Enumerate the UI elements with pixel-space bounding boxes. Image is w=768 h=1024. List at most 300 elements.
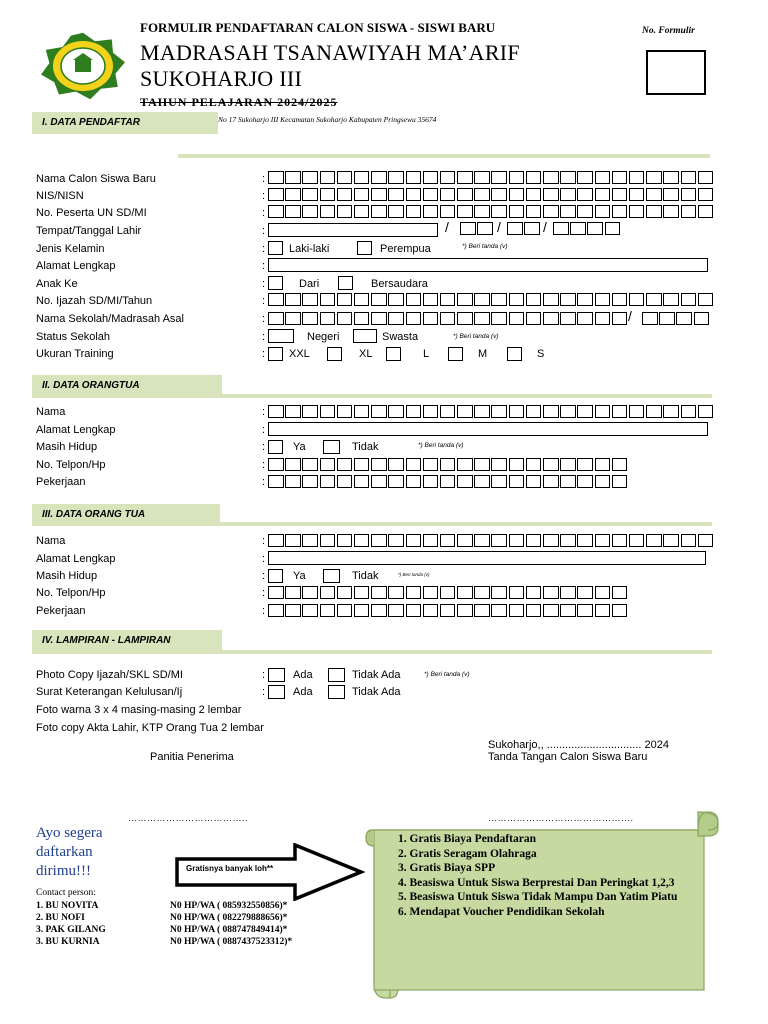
char-cell[interactable] [629,205,645,218]
input-tahun-ijazah[interactable] [642,312,711,325]
char-cell[interactable] [320,458,336,471]
char-cell[interactable] [457,586,473,599]
char-cell[interactable] [337,188,353,201]
char-cell[interactable] [560,188,576,201]
char-cell[interactable] [577,205,593,218]
char-cell[interactable] [423,586,439,599]
char-cell[interactable] [509,293,525,306]
checkbox-m[interactable] [448,347,463,361]
char-cell[interactable] [337,586,353,599]
char-cell[interactable] [526,405,542,418]
char-cell[interactable] [302,534,318,547]
char-cell[interactable] [268,205,284,218]
char-cell[interactable] [698,171,714,184]
char-cell[interactable] [406,188,422,201]
char-cell[interactable] [474,293,490,306]
checkbox-tidak-2[interactable] [323,569,340,583]
char-cell[interactable] [268,171,284,184]
char-cell[interactable] [371,405,387,418]
char-cell[interactable] [337,458,353,471]
char-cell[interactable] [268,312,284,325]
char-cell[interactable] [577,405,593,418]
char-cell[interactable] [663,188,679,201]
char-cell[interactable] [509,188,525,201]
char-cell[interactable] [440,604,456,617]
char-cell[interactable] [474,534,490,547]
char-cell[interactable] [595,293,611,306]
char-cell[interactable] [698,205,714,218]
char-cell[interactable] [526,293,542,306]
char-cell[interactable] [268,293,284,306]
char-cell[interactable] [423,188,439,201]
char-cell[interactable] [681,534,697,547]
char-cell[interactable] [474,312,490,325]
char-cell[interactable] [371,475,387,488]
char-cell[interactable] [595,586,611,599]
char-cell[interactable] [526,586,542,599]
char-cell[interactable] [440,188,456,201]
char-cell[interactable] [320,534,336,547]
char-cell[interactable] [371,205,387,218]
input-telpon-1[interactable] [268,458,629,471]
char-cell[interactable] [285,171,301,184]
char-cell[interactable] [285,534,301,547]
char-cell[interactable] [646,205,662,218]
char-cell[interactable] [663,293,679,306]
char-cell[interactable] [457,604,473,617]
char-cell[interactable] [388,405,404,418]
char-cell[interactable] [507,222,523,235]
char-cell[interactable] [698,534,714,547]
char-cell[interactable] [302,171,318,184]
char-cell[interactable] [406,604,422,617]
char-cell[interactable] [440,312,456,325]
char-cell[interactable] [681,171,697,184]
char-cell[interactable] [642,312,658,325]
char-cell[interactable] [460,222,476,235]
char-cell[interactable] [612,171,628,184]
char-cell[interactable] [302,458,318,471]
input-tempat-lahir[interactable] [268,223,438,237]
char-cell[interactable] [457,293,473,306]
char-cell[interactable] [320,604,336,617]
char-cell[interactable] [509,405,525,418]
input-tahun[interactable] [553,222,622,235]
char-cell[interactable] [577,475,593,488]
char-cell[interactable] [681,188,697,201]
char-cell[interactable] [698,293,714,306]
char-cell[interactable] [337,475,353,488]
char-cell[interactable] [337,293,353,306]
checkbox-swasta[interactable] [353,329,377,343]
char-cell[interactable] [371,604,387,617]
input-jumlah-saudara[interactable] [338,276,353,290]
input-pekerjaan-1[interactable] [268,475,629,488]
checkbox-xxl[interactable] [268,347,283,361]
char-cell[interactable] [577,312,593,325]
char-cell[interactable] [570,222,586,235]
char-cell[interactable] [440,405,456,418]
char-cell[interactable] [474,188,490,201]
char-cell[interactable] [388,534,404,547]
char-cell[interactable] [388,205,404,218]
char-cell[interactable] [285,293,301,306]
char-cell[interactable] [663,534,679,547]
char-cell[interactable] [371,586,387,599]
char-cell[interactable] [491,534,507,547]
char-cell[interactable] [406,586,422,599]
char-cell[interactable] [268,475,284,488]
char-cell[interactable] [371,293,387,306]
char-cell[interactable] [595,604,611,617]
char-cell[interactable] [612,534,628,547]
char-cell[interactable] [491,312,507,325]
char-cell[interactable] [440,586,456,599]
char-cell[interactable] [457,205,473,218]
char-cell[interactable] [698,188,714,201]
char-cell[interactable] [629,171,645,184]
char-cell[interactable] [543,604,559,617]
checkbox-ijazah-ada[interactable] [268,668,285,682]
char-cell[interactable] [302,586,318,599]
char-cell[interactable] [320,205,336,218]
char-cell[interactable] [509,312,525,325]
char-cell[interactable] [285,458,301,471]
char-cell[interactable] [595,188,611,201]
char-cell[interactable] [320,405,336,418]
char-cell[interactable] [440,171,456,184]
char-cell[interactable] [440,205,456,218]
char-cell[interactable] [406,312,422,325]
char-cell[interactable] [337,405,353,418]
char-cell[interactable] [543,188,559,201]
char-cell[interactable] [474,586,490,599]
input-nama-ortu-1[interactable] [268,405,715,418]
char-cell[interactable] [477,222,493,235]
input-no-ijazah[interactable] [268,293,715,306]
form-number-box[interactable] [646,50,706,95]
char-cell[interactable] [646,405,662,418]
char-cell[interactable] [577,534,593,547]
char-cell[interactable] [509,458,525,471]
input-no-un[interactable] [268,205,715,218]
char-cell[interactable] [595,534,611,547]
char-cell[interactable] [406,475,422,488]
char-cell[interactable] [354,534,370,547]
input-bulan[interactable] [507,222,541,235]
char-cell[interactable] [354,586,370,599]
char-cell[interactable] [646,534,662,547]
char-cell[interactable] [474,171,490,184]
char-cell[interactable] [605,222,621,235]
char-cell[interactable] [457,188,473,201]
char-cell[interactable] [302,205,318,218]
char-cell[interactable] [406,293,422,306]
char-cell[interactable] [285,586,301,599]
char-cell[interactable] [354,188,370,201]
char-cell[interactable] [423,475,439,488]
char-cell[interactable] [491,604,507,617]
char-cell[interactable] [268,405,284,418]
char-cell[interactable] [526,604,542,617]
char-cell[interactable] [388,171,404,184]
char-cell[interactable] [560,534,576,547]
checkbox-l[interactable] [386,347,401,361]
char-cell[interactable] [423,604,439,617]
char-cell[interactable] [526,188,542,201]
char-cell[interactable] [320,293,336,306]
char-cell[interactable] [285,604,301,617]
checkbox-tidak-1[interactable] [323,440,340,454]
char-cell[interactable] [612,312,628,325]
checkbox-ya-1[interactable] [268,440,283,454]
char-cell[interactable] [302,604,318,617]
char-cell[interactable] [629,293,645,306]
char-cell[interactable] [457,534,473,547]
char-cell[interactable] [423,171,439,184]
input-pekerjaan-2[interactable] [268,604,629,617]
char-cell[interactable] [524,222,540,235]
char-cell[interactable] [474,604,490,617]
char-cell[interactable] [406,458,422,471]
char-cell[interactable] [320,188,336,201]
input-sekolah-asal[interactable] [268,312,629,325]
char-cell[interactable] [663,171,679,184]
char-cell[interactable] [526,458,542,471]
char-cell[interactable] [337,604,353,617]
char-cell[interactable] [388,188,404,201]
char-cell[interactable] [629,534,645,547]
char-cell[interactable] [302,405,318,418]
char-cell[interactable] [320,586,336,599]
char-cell[interactable] [676,312,692,325]
char-cell[interactable] [560,586,576,599]
char-cell[interactable] [509,205,525,218]
char-cell[interactable] [268,534,284,547]
char-cell[interactable] [543,312,559,325]
char-cell[interactable] [491,458,507,471]
char-cell[interactable] [595,205,611,218]
char-cell[interactable] [595,475,611,488]
char-cell[interactable] [560,475,576,488]
char-cell[interactable] [457,405,473,418]
char-cell[interactable] [646,171,662,184]
char-cell[interactable] [612,458,628,471]
char-cell[interactable] [337,534,353,547]
char-cell[interactable] [285,405,301,418]
char-cell[interactable] [646,188,662,201]
char-cell[interactable] [354,405,370,418]
char-cell[interactable] [354,293,370,306]
char-cell[interactable] [354,312,370,325]
char-cell[interactable] [388,475,404,488]
char-cell[interactable] [388,293,404,306]
input-alamat-ortu-2[interactable] [268,551,706,565]
char-cell[interactable] [371,458,387,471]
char-cell[interactable] [577,293,593,306]
char-cell[interactable] [526,475,542,488]
char-cell[interactable] [663,205,679,218]
char-cell[interactable] [285,312,301,325]
char-cell[interactable] [560,604,576,617]
char-cell[interactable] [577,171,593,184]
char-cell[interactable] [663,405,679,418]
char-cell[interactable] [491,205,507,218]
char-cell[interactable] [440,293,456,306]
input-alamat[interactable] [268,258,708,272]
char-cell[interactable] [543,171,559,184]
char-cell[interactable] [388,458,404,471]
input-anak-ke[interactable] [268,276,283,290]
char-cell[interactable] [440,475,456,488]
char-cell[interactable] [491,293,507,306]
char-cell[interactable] [354,458,370,471]
char-cell[interactable] [268,458,284,471]
char-cell[interactable] [354,205,370,218]
char-cell[interactable] [406,534,422,547]
char-cell[interactable] [553,222,569,235]
input-nisn[interactable] [268,188,715,201]
char-cell[interactable] [440,458,456,471]
char-cell[interactable] [302,475,318,488]
checkbox-skl-ada[interactable] [268,685,285,699]
char-cell[interactable] [423,534,439,547]
checkbox-ijazah-tidak-ada[interactable] [328,668,345,682]
char-cell[interactable] [560,171,576,184]
char-cell[interactable] [526,171,542,184]
char-cell[interactable] [354,604,370,617]
char-cell[interactable] [354,475,370,488]
char-cell[interactable] [388,586,404,599]
char-cell[interactable] [612,586,628,599]
char-cell[interactable] [629,405,645,418]
input-alamat-ortu-1[interactable] [268,422,708,436]
char-cell[interactable] [526,534,542,547]
char-cell[interactable] [543,586,559,599]
char-cell[interactable] [543,205,559,218]
char-cell[interactable] [423,205,439,218]
char-cell[interactable] [543,405,559,418]
checkbox-ya-2[interactable] [268,569,283,583]
char-cell[interactable] [474,405,490,418]
char-cell[interactable] [509,475,525,488]
char-cell[interactable] [423,405,439,418]
char-cell[interactable] [457,171,473,184]
char-cell[interactable] [698,405,714,418]
char-cell[interactable] [681,293,697,306]
char-cell[interactable] [371,534,387,547]
char-cell[interactable] [659,312,675,325]
input-telpon-2[interactable] [268,586,629,599]
char-cell[interactable] [285,188,301,201]
char-cell[interactable] [406,205,422,218]
char-cell[interactable] [612,604,628,617]
checkbox-skl-tidak-ada[interactable] [328,685,345,699]
checkbox-negeri[interactable] [268,329,294,343]
char-cell[interactable] [423,312,439,325]
char-cell[interactable] [509,604,525,617]
char-cell[interactable] [577,188,593,201]
char-cell[interactable] [268,586,284,599]
char-cell[interactable] [595,171,611,184]
char-cell[interactable] [388,312,404,325]
char-cell[interactable] [491,171,507,184]
char-cell[interactable] [560,405,576,418]
char-cell[interactable] [457,475,473,488]
checkbox-xl[interactable] [327,347,342,361]
char-cell[interactable] [612,293,628,306]
char-cell[interactable] [543,293,559,306]
char-cell[interactable] [320,312,336,325]
char-cell[interactable] [560,293,576,306]
char-cell[interactable] [337,205,353,218]
char-cell[interactable] [285,205,301,218]
char-cell[interactable] [302,188,318,201]
char-cell[interactable] [406,171,422,184]
input-tanggal[interactable] [460,222,494,235]
char-cell[interactable] [474,475,490,488]
char-cell[interactable] [457,458,473,471]
char-cell[interactable] [543,475,559,488]
char-cell[interactable] [388,604,404,617]
char-cell[interactable] [337,171,353,184]
char-cell[interactable] [371,171,387,184]
char-cell[interactable] [474,205,490,218]
char-cell[interactable] [474,458,490,471]
char-cell[interactable] [457,312,473,325]
char-cell[interactable] [595,312,611,325]
char-cell[interactable] [694,312,710,325]
char-cell[interactable] [646,293,662,306]
checkbox-s[interactable] [507,347,522,361]
char-cell[interactable] [577,604,593,617]
char-cell[interactable] [491,405,507,418]
char-cell[interactable] [491,586,507,599]
char-cell[interactable] [612,405,628,418]
char-cell[interactable] [526,205,542,218]
checkbox-laki-laki[interactable] [268,241,283,255]
input-nama-siswa[interactable] [268,171,715,184]
char-cell[interactable] [612,205,628,218]
char-cell[interactable] [543,534,559,547]
char-cell[interactable] [302,312,318,325]
char-cell[interactable] [302,293,318,306]
char-cell[interactable] [491,475,507,488]
char-cell[interactable] [268,188,284,201]
input-nama-ortu-2[interactable] [268,534,715,547]
checkbox-perempuan[interactable] [357,241,372,255]
char-cell[interactable] [320,171,336,184]
char-cell[interactable] [595,458,611,471]
char-cell[interactable] [491,188,507,201]
char-cell[interactable] [595,405,611,418]
char-cell[interactable] [543,458,559,471]
char-cell[interactable] [371,188,387,201]
char-cell[interactable] [612,188,628,201]
char-cell[interactable] [320,475,336,488]
char-cell[interactable] [406,405,422,418]
char-cell[interactable] [509,586,525,599]
char-cell[interactable] [354,171,370,184]
char-cell[interactable] [509,534,525,547]
char-cell[interactable] [509,171,525,184]
char-cell[interactable] [577,458,593,471]
char-cell[interactable] [681,205,697,218]
char-cell[interactable] [268,604,284,617]
char-cell[interactable] [587,222,603,235]
char-cell[interactable] [423,458,439,471]
char-cell[interactable] [612,475,628,488]
